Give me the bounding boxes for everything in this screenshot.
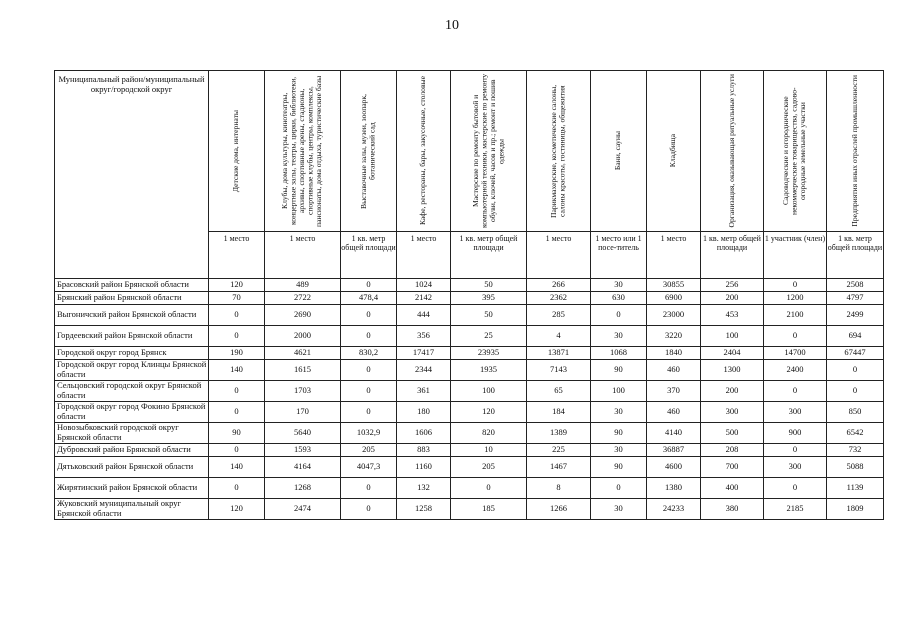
table-cell: 1703 [265, 381, 341, 402]
table-cell: 883 [397, 444, 451, 457]
column-unit: 1 место [265, 232, 341, 279]
table-cell: 4 [527, 326, 591, 347]
table-cell: 25 [451, 326, 527, 347]
table-cell: 0 [341, 326, 397, 347]
column-unit: 1 место [209, 232, 265, 279]
column-unit: 1 место [647, 232, 701, 279]
table-cell: 1032,9 [341, 423, 397, 444]
table-cell: 478,4 [341, 292, 397, 305]
table-cell: 50 [451, 279, 527, 292]
column-title: Кладбища [668, 134, 678, 168]
table-cell: 208 [701, 444, 764, 457]
table-cell: 205 [341, 444, 397, 457]
row-name: Дятьковский район Брянской области [55, 457, 209, 478]
column-unit: 1 место [527, 232, 591, 279]
table-cell: 200 [701, 381, 764, 402]
table-cell: 65 [527, 381, 591, 402]
table-cell: 300 [764, 457, 827, 478]
table-cell: 444 [397, 305, 451, 326]
table-cell: 1258 [397, 499, 451, 520]
table-cell: 23000 [647, 305, 701, 326]
table-cell: 90 [591, 457, 647, 478]
table-cell: 2100 [764, 305, 827, 326]
page-number: 10 [445, 18, 459, 33]
column-title: Мастерские по ремонту бытовой и компьютерной техники, мастерские по ремонту обуви, ключей, часов и пр.; ремонт и пошив одежды [470, 73, 505, 229]
table-cell: 0 [341, 381, 397, 402]
table-row [55, 326, 884, 347]
row-name: Городской округ город Фокино Брянской области [55, 402, 209, 423]
column-header [764, 71, 827, 232]
table-cell: 0 [764, 326, 827, 347]
table-cell: 900 [764, 423, 827, 444]
row-name: Сельцовский городской округ Брянской области [55, 381, 209, 402]
table-cell: 0 [827, 360, 884, 381]
table-cell: 6900 [647, 292, 701, 305]
row-name: Брасовский район Брянской области [55, 279, 209, 292]
table-cell: 4621 [265, 347, 341, 360]
table-cell: 0 [209, 402, 265, 423]
table-cell: 50 [451, 305, 527, 326]
table-row [55, 444, 884, 457]
table-cell: 2690 [265, 305, 341, 326]
table-cell: 30 [591, 499, 647, 520]
table-row [55, 305, 884, 326]
column-unit: 1 участник (член) [764, 232, 827, 279]
table-cell: 132 [397, 478, 451, 499]
table-cell: 1615 [265, 360, 341, 381]
table-cell: 4600 [647, 457, 701, 478]
table-cell: 10 [451, 444, 527, 457]
table-cell: 0 [764, 279, 827, 292]
table-row [55, 360, 884, 381]
table-cell: 30 [591, 326, 647, 347]
municipality-header: Муниципальный район/муниципальный округ/городской округ [55, 71, 209, 279]
table-cell: 0 [764, 444, 827, 457]
column-header [397, 71, 451, 232]
column-unit: 1 место [397, 232, 451, 279]
header-row [55, 71, 884, 232]
table-cell: 0 [209, 305, 265, 326]
table-cell: 8 [527, 478, 591, 499]
table-cell: 30855 [647, 279, 701, 292]
column-header [647, 71, 701, 232]
table-cell: 205 [451, 457, 527, 478]
table-cell: 2344 [397, 360, 451, 381]
table-cell: 460 [647, 360, 701, 381]
row-name: Гордеевский район Брянской области [55, 326, 209, 347]
table-cell: 2722 [265, 292, 341, 305]
table-cell: 370 [647, 381, 701, 402]
table-cell: 0 [591, 305, 647, 326]
table-row [55, 478, 884, 499]
table-cell: 4140 [647, 423, 701, 444]
table-cell: 2404 [701, 347, 764, 360]
column-header [209, 71, 265, 232]
table-cell: 190 [209, 347, 265, 360]
column-header [591, 71, 647, 232]
row-name: Дубровский район Брянской области [55, 444, 209, 457]
table-cell: 361 [397, 381, 451, 402]
table-cell: 4164 [265, 457, 341, 478]
table-cell: 180 [397, 402, 451, 423]
table-cell: 1160 [397, 457, 451, 478]
table-cell: 2185 [764, 499, 827, 520]
table-cell: 1809 [827, 499, 884, 520]
table-row [55, 402, 884, 423]
column-title: Предприятия иных отраслей промышленности [849, 75, 859, 227]
table-cell: 0 [764, 478, 827, 499]
table-cell: 24233 [647, 499, 701, 520]
table-cell: 2474 [265, 499, 341, 520]
table-cell: 225 [527, 444, 591, 457]
table-cell: 0 [341, 499, 397, 520]
column-header [827, 71, 884, 232]
table-cell: 5640 [265, 423, 341, 444]
table-cell: 0 [209, 381, 265, 402]
table-cell: 266 [527, 279, 591, 292]
table-cell: 7143 [527, 360, 591, 381]
table-cell: 2508 [827, 279, 884, 292]
table-cell: 100 [701, 326, 764, 347]
table-cell: 36887 [647, 444, 701, 457]
table-row [55, 423, 884, 444]
table-row [55, 457, 884, 478]
table-cell: 1068 [591, 347, 647, 360]
table-cell: 1268 [265, 478, 341, 499]
table-cell: 630 [591, 292, 647, 305]
row-name: Выгоничский район Брянской области [55, 305, 209, 326]
table-cell: 140 [209, 360, 265, 381]
table-cell: 2400 [764, 360, 827, 381]
row-name: Городской округ город Клинцы Брянской области [55, 360, 209, 381]
table-cell: 120 [451, 402, 527, 423]
table-cell: 0 [209, 444, 265, 457]
table-cell: 30 [591, 279, 647, 292]
table-cell: 1266 [527, 499, 591, 520]
table-cell: 1024 [397, 279, 451, 292]
table-cell: 0 [341, 305, 397, 326]
table-cell: 4047,3 [341, 457, 397, 478]
row-name: Жирятинский район Брянской области [55, 478, 209, 499]
table-cell: 2362 [527, 292, 591, 305]
table-cell: 14700 [764, 347, 827, 360]
column-header [527, 71, 591, 232]
table-cell: 200 [701, 292, 764, 305]
table-cell: 0 [341, 360, 397, 381]
column-title: Организация, оказывающая ритуальные услуги [726, 74, 736, 228]
table-cell: 3220 [647, 326, 701, 347]
table-cell: 23935 [451, 347, 527, 360]
table-cell: 2499 [827, 305, 884, 326]
column-header [451, 71, 527, 232]
table-cell: 0 [341, 279, 397, 292]
table-cell: 30 [591, 444, 647, 457]
table-cell: 120 [209, 279, 265, 292]
column-title: Парикмахерские, косметические салоны, салоны красоты, гостиницы, общежития [549, 84, 567, 218]
row-name: Городской округ город Брянск [55, 347, 209, 360]
table-cell: 1467 [527, 457, 591, 478]
table-cell: 70 [209, 292, 265, 305]
column-title: Садоводческие и огороднические некоммерческие товарищества, садово-огородные земельные участки [781, 87, 808, 215]
data-table [54, 70, 884, 520]
table-cell: 90 [591, 423, 647, 444]
table-cell: 830,2 [341, 347, 397, 360]
table-cell: 300 [764, 402, 827, 423]
table-cell: 67447 [827, 347, 884, 360]
column-header [701, 71, 764, 232]
table-row [55, 499, 884, 520]
table-cell: 1840 [647, 347, 701, 360]
table-cell: 0 [827, 381, 884, 402]
table-cell: 500 [701, 423, 764, 444]
table-cell: 184 [527, 402, 591, 423]
table-cell: 356 [397, 326, 451, 347]
column-title: Выставочные залы, музеи, зоопарк, ботанический сад [359, 93, 377, 209]
column-unit: 1 место или 1 посе-титель [591, 232, 647, 279]
row-name: Жуковский муниципальный округ Брянской области [55, 499, 209, 520]
table-cell: 285 [527, 305, 591, 326]
column-header [341, 71, 397, 232]
table-cell: 256 [701, 279, 764, 292]
table-cell: 489 [265, 279, 341, 292]
table-row [55, 347, 884, 360]
table-cell: 732 [827, 444, 884, 457]
table-cell: 5088 [827, 457, 884, 478]
table-cell: 460 [647, 402, 701, 423]
table-cell: 1593 [265, 444, 341, 457]
table-cell: 0 [591, 478, 647, 499]
table-row [55, 381, 884, 402]
table-cell: 0 [209, 326, 265, 347]
table-cell: 395 [451, 292, 527, 305]
table-cell: 120 [209, 499, 265, 520]
table-cell: 820 [451, 423, 527, 444]
table-row [55, 279, 884, 292]
column-unit: 1 кв. метр общей площади [701, 232, 764, 279]
table-cell: 6542 [827, 423, 884, 444]
table-cell: 13871 [527, 347, 591, 360]
column-header [265, 71, 341, 232]
table-cell: 400 [701, 478, 764, 499]
table-cell: 30 [591, 402, 647, 423]
table-cell: 1606 [397, 423, 451, 444]
table-cell: 17417 [397, 347, 451, 360]
table-cell: 0 [341, 478, 397, 499]
table-cell: 0 [764, 381, 827, 402]
column-title: Кафе, рестораны, бары, закусочные, столовые [418, 76, 428, 226]
table-cell: 694 [827, 326, 884, 347]
column-unit: 1 кв. метр общей площади [827, 232, 884, 279]
table-cell: 850 [827, 402, 884, 423]
table-cell: 185 [451, 499, 527, 520]
row-name: Брянский район Брянской области [55, 292, 209, 305]
table-cell: 300 [701, 402, 764, 423]
table-cell: 170 [265, 402, 341, 423]
table-cell: 380 [701, 499, 764, 520]
table-cell: 140 [209, 457, 265, 478]
table-cell: 1935 [451, 360, 527, 381]
table-cell: 4797 [827, 292, 884, 305]
column-unit: 1 кв. метр общей площади [341, 232, 397, 279]
table-cell: 2000 [265, 326, 341, 347]
table-cell: 1380 [647, 478, 701, 499]
table-cell: 100 [591, 381, 647, 402]
table-cell: 1139 [827, 478, 884, 499]
table-cell: 1200 [764, 292, 827, 305]
table-cell: 453 [701, 305, 764, 326]
table-cell: 1300 [701, 360, 764, 381]
row-name: Новозыбковский городской округ Брянской области [55, 423, 209, 444]
table-body [55, 279, 884, 520]
table-cell: 100 [451, 381, 527, 402]
column-unit: 1 кв. метр общей площади [451, 232, 527, 279]
table-cell: 700 [701, 457, 764, 478]
table-cell: 90 [591, 360, 647, 381]
table-cell: 0 [209, 478, 265, 499]
column-title: Клубы, дома культуры, кинотеатры, концертные залы, театры, цирки, библиотеки, архивы, спортивные арены, стадионы, спортивные клубы, центры, комплексы, пансионаты, дома отдыха, туристические базы [280, 75, 324, 227]
table-cell: 0 [341, 402, 397, 423]
table-cell: 90 [209, 423, 265, 444]
table-cell: 1389 [527, 423, 591, 444]
column-title: Детские дома, интернаты [231, 109, 241, 193]
table-row [55, 292, 884, 305]
column-title: Бани, сауны [613, 131, 623, 171]
table-cell: 2142 [397, 292, 451, 305]
table-cell: 0 [451, 478, 527, 499]
